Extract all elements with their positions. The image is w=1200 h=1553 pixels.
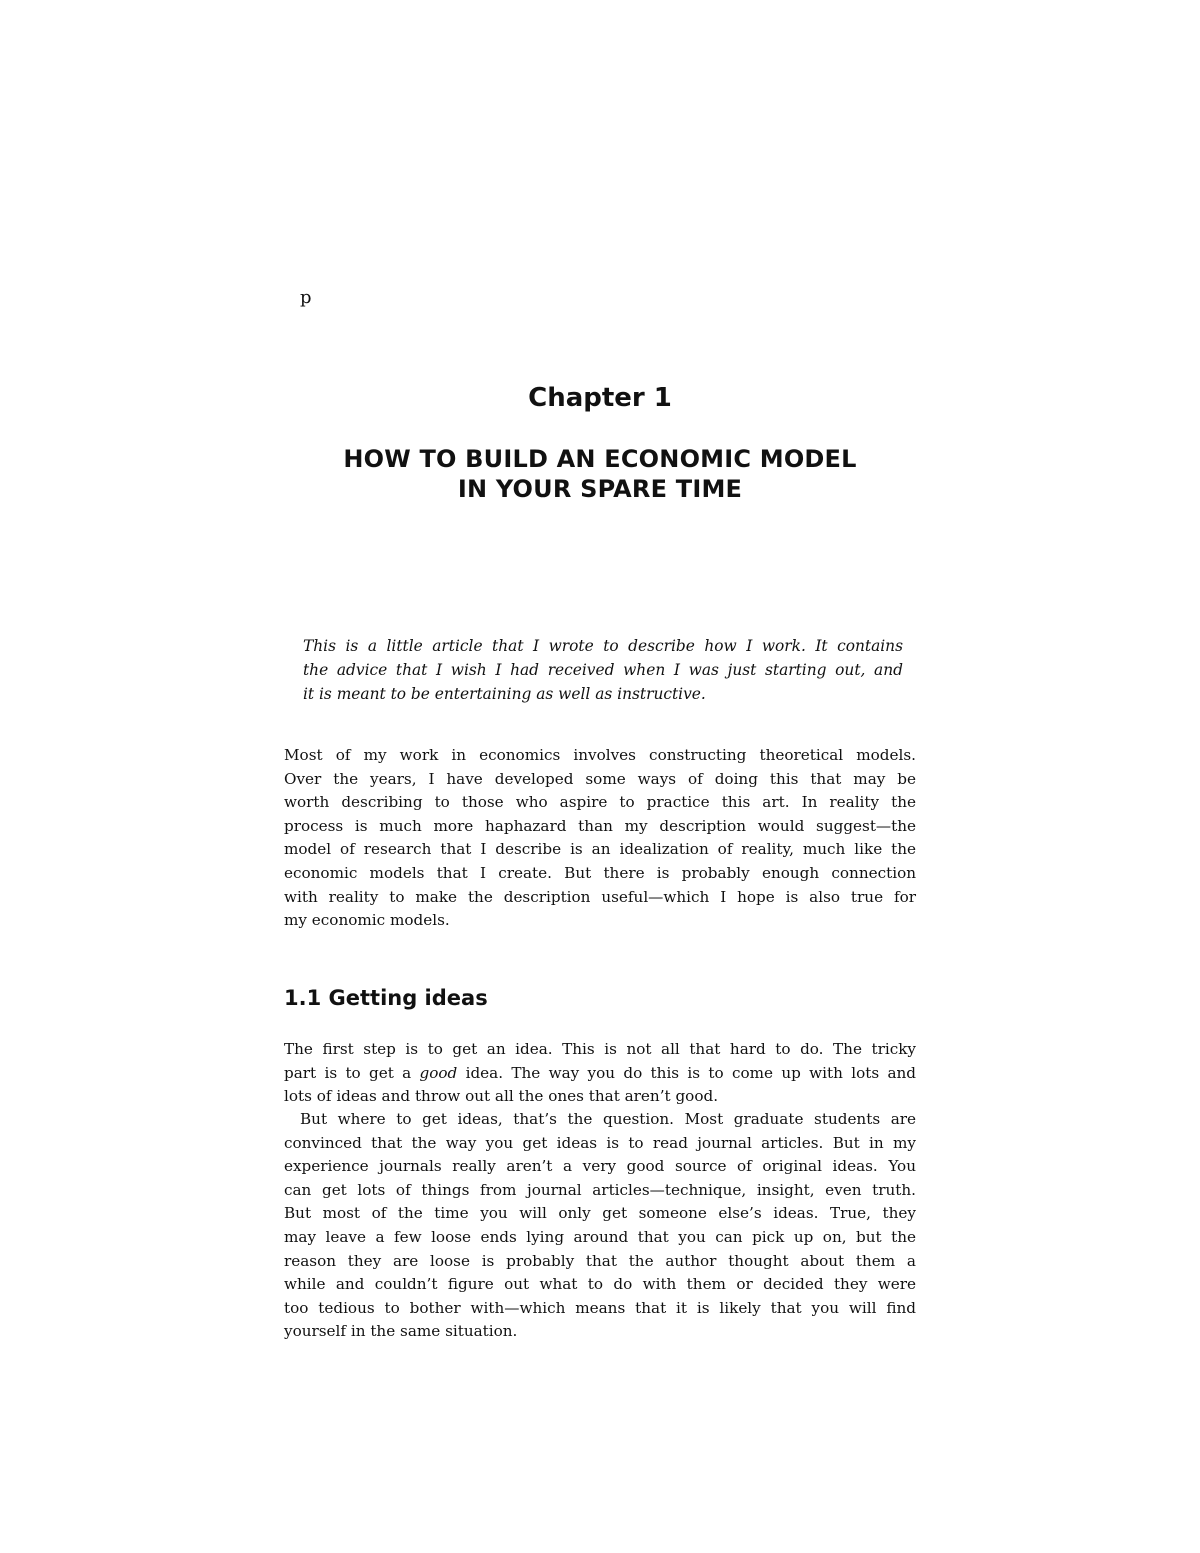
paragraph-line: yourself in the same situation. [284, 1322, 518, 1341]
line-text: part is to get a [284, 1063, 420, 1082]
chapter-title-line-1: HOW TO BUILD AN ECONOMIC MODEL [343, 445, 857, 473]
paragraph-line: lots of ideas and throw out all the ones that aren’t good. [284, 1087, 719, 1106]
paragraph-line: while and couldn’t figure out what to do with them or decided they were [284, 1275, 916, 1294]
paragraph-line: But where to get ideas, that’s the question. Most graduate students are [300, 1110, 916, 1128]
section-heading: 1.1 Getting ideas [284, 986, 488, 1010]
intro-line: model of research that I describe is an idealization of reality, much like the [284, 840, 916, 859]
chapter-label: Chapter 1 [528, 383, 672, 413]
paragraph-line: convinced that the way you get ideas is to read journal articles. But in my [284, 1133, 916, 1152]
abstract-line: it is meant to be entertaining as well as instructive. [303, 685, 706, 704]
paragraph-line: may leave a few loose ends lying around that you can pick up on, but the [284, 1227, 916, 1246]
chapter-abstract [303, 634, 903, 707]
paragraph-line: can get lots of things from journal articles—technique, insight, even truth. [284, 1180, 916, 1199]
paragraph-line: too tedious to bother with—which means that it is likely that you will find [284, 1298, 916, 1317]
intro-line: with reality to make the description useful—which I hope is also true for [284, 887, 916, 906]
section-paragraph-2 [284, 1108, 916, 1344]
intro-line: my economic models. [284, 911, 450, 930]
paragraph-line: The first step is to get an idea. This is not all that hard to do. The tricky [284, 1040, 916, 1058]
paragraph-line: reason they are loose is probably that the author thought about them a [284, 1251, 916, 1270]
abstract-line: This is a little article that I wrote to describe how I work. It contains [303, 637, 903, 655]
line-text: idea. The way you do this is to come up with lots and [457, 1063, 916, 1082]
intro-line: worth describing to those who aspire to practice this art. In reality the [284, 793, 916, 812]
abstract-line: the advice that I wish I had received when I was just starting out, and [303, 661, 903, 680]
section-paragraph-1 [284, 1038, 916, 1109]
paragraph-line: experience journals really aren’t a very good source of original ideas. You [284, 1157, 916, 1176]
chapter-title-line-2: IN YOUR SPARE TIME [457, 475, 743, 503]
paragraph-line: But most of the time you will only get someone else’s ideas. True, they [284, 1204, 916, 1223]
page-marker: p [300, 287, 312, 308]
emphasis-good: good [419, 1063, 458, 1082]
intro-line: Over the years, I have developed some ways of doing this that may be [284, 769, 916, 788]
intro-line: Most of my work in economics involves constructing theoretical models. [284, 746, 916, 764]
intro-paragraph [284, 744, 916, 933]
intro-line: process is much more haphazard than my description would suggest—the [284, 816, 916, 835]
paragraph-line [284, 1062, 916, 1086]
intro-line: economic models that I create. But there is probably enough connection [284, 863, 916, 882]
chapter-title [0, 444, 1200, 504]
